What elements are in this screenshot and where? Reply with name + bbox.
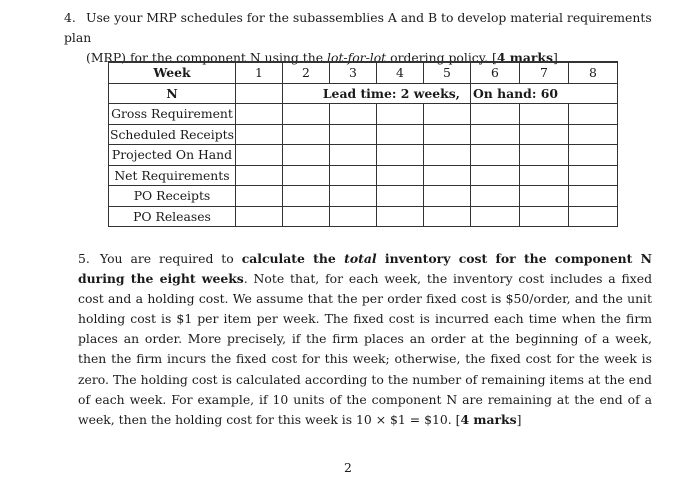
question-4-number: 4. <box>64 10 76 25</box>
table-cell <box>424 206 471 227</box>
question-4-text-a: (MRP) for the component N using the <box>86 50 328 65</box>
row-label-po-releases: PO Releases <box>109 206 236 227</box>
page-number: 2 <box>344 460 352 475</box>
week-3: 3 <box>330 62 377 83</box>
table-cell <box>471 104 520 125</box>
week-7: 7 <box>520 62 569 83</box>
row-label-projected-on-hand: Projected On Hand <box>109 145 236 166</box>
table-cell <box>424 104 471 125</box>
table-cell <box>377 206 424 227</box>
question-5-number: 5. <box>78 251 90 266</box>
table-cell <box>236 206 283 227</box>
week-2: 2 <box>283 62 330 83</box>
table-cell <box>471 124 520 145</box>
table-cell <box>330 165 377 186</box>
table-cell <box>520 165 569 186</box>
row-label-po-receipts: PO Receipts <box>109 186 236 207</box>
table-cell <box>424 165 471 186</box>
table-cell <box>424 186 471 207</box>
table-cell <box>377 124 424 145</box>
table-cell <box>377 145 424 166</box>
question-5-bold-b: inventory cost for the component N during the eight weeks <box>78 251 652 287</box>
on-hand: On hand: 60 <box>471 83 618 104</box>
week-1: 1 <box>236 62 283 83</box>
table-cell <box>377 186 424 207</box>
table-cell <box>569 104 618 125</box>
table-cell <box>377 165 424 186</box>
row-label-scheduled-receipts: Scheduled Receipts <box>109 124 236 145</box>
question-5-text-b: . Note that, for each week, the inventory cost includes a fixed cost and a holding cost. We assume that the per order fixed cost is $50/order, and the unit holding cost is $1 per item per week. The fixed cost is incurred each time when the firm places an order. More precisely, if the firm places an order at the beginning of a week, then the firm incurs the fixed cost for this week; otherwise, the fixed cost for the week is zero. The holding cost is calculated according to the number of remaining items at the end of each week. For example, if 10 units of the component N are remaining at the end of a week, then the holding cost for this week is 10 × $1 = $10. [ <box>78 271 652 427</box>
table-cell <box>520 145 569 166</box>
question-4-text-line1: Use your MRP schedules for the subassemblies A and B to develop material requirements plan <box>64 10 652 45</box>
week-label: Week <box>109 62 236 83</box>
question-4-text-b: ordering policy. [ <box>386 50 497 65</box>
mrp-table <box>108 61 618 227</box>
question-5-bold-a: calculate the <box>241 251 345 266</box>
week-5: 5 <box>424 62 471 83</box>
table-cell <box>471 165 520 186</box>
table-cell <box>236 124 283 145</box>
lot-for-lot-term: lot-for-lot <box>327 50 387 65</box>
week-6: 6 <box>471 62 520 83</box>
table-cell <box>520 104 569 125</box>
table-cell <box>330 145 377 166</box>
table-cell <box>330 104 377 125</box>
question-5-text-a: You are required to <box>100 251 242 266</box>
week-8: 8 <box>569 62 618 83</box>
table-row <box>109 165 618 186</box>
lead-time: Lead time: 2 weeks, <box>283 83 471 104</box>
question-5-text-c: ] <box>516 411 522 427</box>
question-5-marks: 4 marks <box>460 411 517 427</box>
table-cell <box>424 124 471 145</box>
table-cell <box>424 145 471 166</box>
row-label-gross-requirement: Gross Requirement <box>109 104 236 125</box>
table-row <box>109 104 618 125</box>
table-cell <box>569 186 618 207</box>
table-row <box>109 206 618 227</box>
table-cell <box>471 145 520 166</box>
table-cell <box>569 124 618 145</box>
table-cell <box>283 145 330 166</box>
table-cell <box>520 206 569 227</box>
table-cell <box>236 145 283 166</box>
question-4-marks: 4 marks <box>496 50 553 65</box>
week-4: 4 <box>377 62 424 83</box>
row-label-net-requirements: Net Requirements <box>109 165 236 186</box>
table-row <box>109 124 618 145</box>
table-cell <box>283 165 330 186</box>
table-cell <box>330 186 377 207</box>
table-cell <box>471 186 520 207</box>
table-row <box>109 186 618 207</box>
week-header-row <box>109 62 618 83</box>
table-cell <box>330 124 377 145</box>
table-cell <box>236 186 283 207</box>
table-cell <box>236 165 283 186</box>
question-4-line1 <box>64 8 664 48</box>
table-cell <box>569 206 618 227</box>
table-cell <box>283 206 330 227</box>
item-label: N <box>109 83 236 104</box>
table-cell <box>569 145 618 166</box>
table-cell <box>330 206 377 227</box>
item-info-blank <box>236 83 283 104</box>
table-cell <box>283 186 330 207</box>
table-cell <box>236 104 283 125</box>
total-term: total <box>344 251 377 266</box>
question-4-text-c: ] <box>553 50 558 65</box>
table-cell <box>377 104 424 125</box>
table-cell <box>283 104 330 125</box>
table-row <box>109 145 618 166</box>
question-5 <box>78 249 652 430</box>
table-cell <box>520 124 569 145</box>
table-cell <box>283 124 330 145</box>
question-4 <box>64 8 664 68</box>
table-cell <box>520 186 569 207</box>
item-info-row <box>109 83 618 104</box>
table-cell <box>569 165 618 186</box>
table-cell <box>471 206 520 227</box>
